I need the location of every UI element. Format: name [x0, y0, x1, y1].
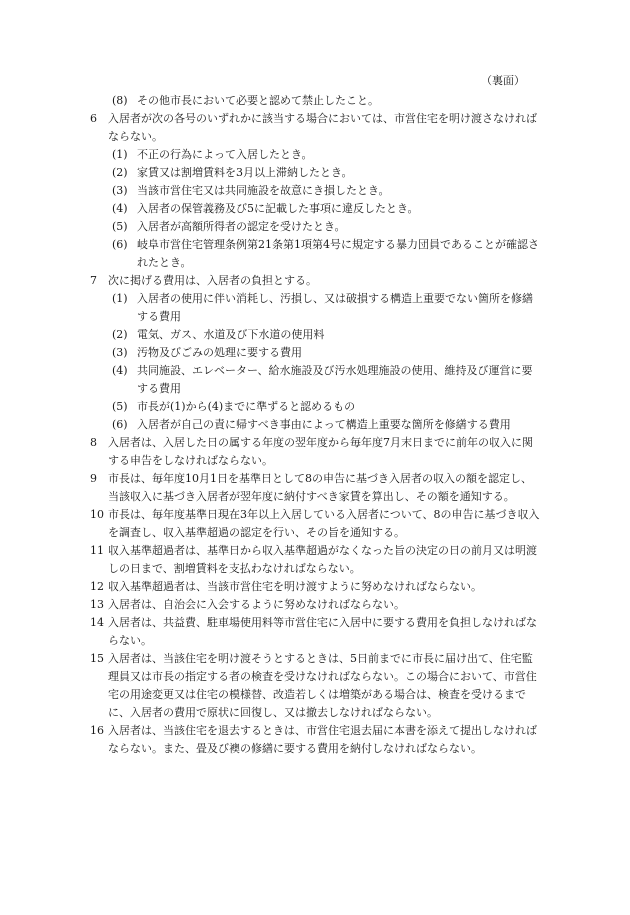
- clause-number: (2): [112, 328, 128, 341]
- clause-text: 市長が(1)から(4)までに準ずると認めるもの: [137, 400, 356, 413]
- clause-subitem: [90, 326, 540, 344]
- clause-text: 市長は、毎年度10月1日を基準日として8の申告に基づき入居者の収入の額を認定し、当該収入に基づき入居者が翌年度に納付すべき家賃を算出し、その額を通知する。: [108, 472, 532, 503]
- clause-number: 14: [90, 616, 104, 629]
- clause-number: (3): [112, 184, 128, 197]
- terms-body: [90, 92, 540, 758]
- clause-number: (2): [112, 166, 128, 179]
- clause-subitem: [90, 218, 540, 236]
- clause-text: 入居者が高額所得者の認定を受けたとき。: [137, 220, 346, 233]
- clause-item: [90, 506, 540, 542]
- clause-text: 不正の行為によって入居したとき。: [137, 148, 313, 161]
- clause-subitem: [90, 362, 540, 398]
- clause-number: (4): [112, 202, 128, 215]
- clause-number: (5): [112, 400, 128, 413]
- clause-item: [90, 110, 540, 146]
- clause-text: 岐阜市営住宅管理条例第21条第1項第4号に規定する暴力団員であることが確認されたとき。: [137, 238, 539, 269]
- clause-item: [90, 614, 540, 650]
- clause-number: 11: [90, 544, 104, 557]
- clause-subitem: [90, 164, 540, 182]
- clause-item: [90, 434, 540, 470]
- clause-subitem: [90, 416, 540, 434]
- clause-number: 10: [90, 508, 104, 521]
- clause-number: (1): [112, 292, 128, 305]
- clause-item: [90, 272, 540, 290]
- clause-item: [90, 470, 540, 506]
- clause-text: 入居者の使用に伴い消耗し、汚損し、又は破損する構造上重要でない箇所を修繕する費用: [137, 292, 533, 323]
- clause-item: [90, 650, 540, 722]
- clause-number: 8: [90, 436, 97, 449]
- clause-number: (1): [112, 148, 128, 161]
- clause-number: 6: [90, 112, 97, 125]
- clause-text: 入居者の保管義務及び5に記載した事項に違反したとき。: [137, 202, 419, 215]
- clause-item: [90, 722, 540, 758]
- clause-text: 市長は、毎年度基準日現在3年以上入居している入居者について、8の申告に基づき収入を調査し、収入基準超過の認定を行い、その旨を通知する。: [108, 508, 540, 539]
- clause-text: 入居者が自己の責に帰すべき事由によって構造上重要な箇所を修繕する費用: [137, 418, 511, 431]
- clause-item: [90, 578, 540, 596]
- clause-text: 共同施設、エレベーター、給水施設及び汚水処理施設の使用、維持及び運営に要する費用: [137, 364, 533, 395]
- clause-number: (6): [112, 418, 128, 431]
- clause-subitem: [90, 236, 540, 272]
- clause-number: 7: [90, 274, 97, 287]
- clause-text: 入居者は、自治会に入会するように努めなければならない。: [108, 598, 405, 611]
- clause-text: その他市長において必要と認めて禁止したこと。: [137, 94, 379, 107]
- clause-text: 入居者は、入居した日の属する年度の翌年度から毎年度7月末日までに前年の収入に関する申告をしなければならない。: [108, 436, 533, 467]
- clause-text: 入居者が次の各号のいずれかに該当する場合においては、市営住宅を明け渡さなければならない。: [108, 112, 537, 143]
- clause-text: 入居者は、当該住宅を退去するときは、市営住宅退去届に本書を添えて提出しなければならない。また、畳及び襖の修繕に要する費用を納付しなければならない。: [108, 724, 537, 755]
- clause-number: 13: [90, 598, 104, 611]
- clause-subitem: [90, 344, 540, 362]
- clause-number: (6): [112, 238, 128, 251]
- clause-text: 収入基準超過者は、基準日から収入基準超過がなくなった旨の決定の日の前月又は明渡しの日まで、割増賃料を支払わなければならない。: [108, 544, 537, 575]
- clause-text: 電気、ガス、水道及び下水道の使用料: [137, 328, 325, 341]
- clause-subitem: [90, 398, 540, 416]
- clause-subitem: [90, 92, 540, 110]
- clause-item: [90, 542, 540, 578]
- clause-subitem: [90, 182, 540, 200]
- clause-number: 16: [90, 724, 104, 737]
- clause-number: 15: [90, 652, 104, 665]
- clause-text: 入居者は、共益費、駐車場使用料等市営住宅に入居中に要する費用を負担しなければならない。: [108, 616, 537, 647]
- clause-number: (4): [112, 364, 128, 377]
- clause-subitem: [90, 200, 540, 218]
- clause-subitem: [90, 146, 540, 164]
- clause-text: 汚物及びごみの処理に要する費用: [137, 346, 302, 359]
- clause-text: 当該市営住宅又は共同施設を故意にき損したとき。: [137, 184, 390, 197]
- clause-text: 入居者は、当該住宅を明け渡そうとするときは、5日前までに市長に届け出て、住宅監理員又は市長の指定する者の検査を受けなければならない。この場合において、市営住宅の用途変更又は住宅の模様替、改造若しくは増築がある場合は、検査を受けるまでに、入居者の費用で原状に回復し、又は撤去しなければならない。: [108, 652, 537, 719]
- page-side-label: （裏面）: [481, 74, 525, 87]
- clause-text: 家賃又は割増賃料を3月以上滞納したとき。: [137, 166, 353, 179]
- clause-number: (8): [112, 94, 128, 107]
- clause-number: (5): [112, 220, 128, 233]
- clause-item: [90, 596, 540, 614]
- clause-subitem: [90, 290, 540, 326]
- clause-text: 次に掲げる費用は、入居者の負担とする。: [108, 274, 317, 287]
- clause-number: 12: [90, 580, 104, 593]
- clause-number: 9: [90, 472, 97, 485]
- clause-text: 収入基準超過者は、当該市営住宅を明け渡すように努めなければならない。: [108, 580, 482, 593]
- clause-number: (3): [112, 346, 128, 359]
